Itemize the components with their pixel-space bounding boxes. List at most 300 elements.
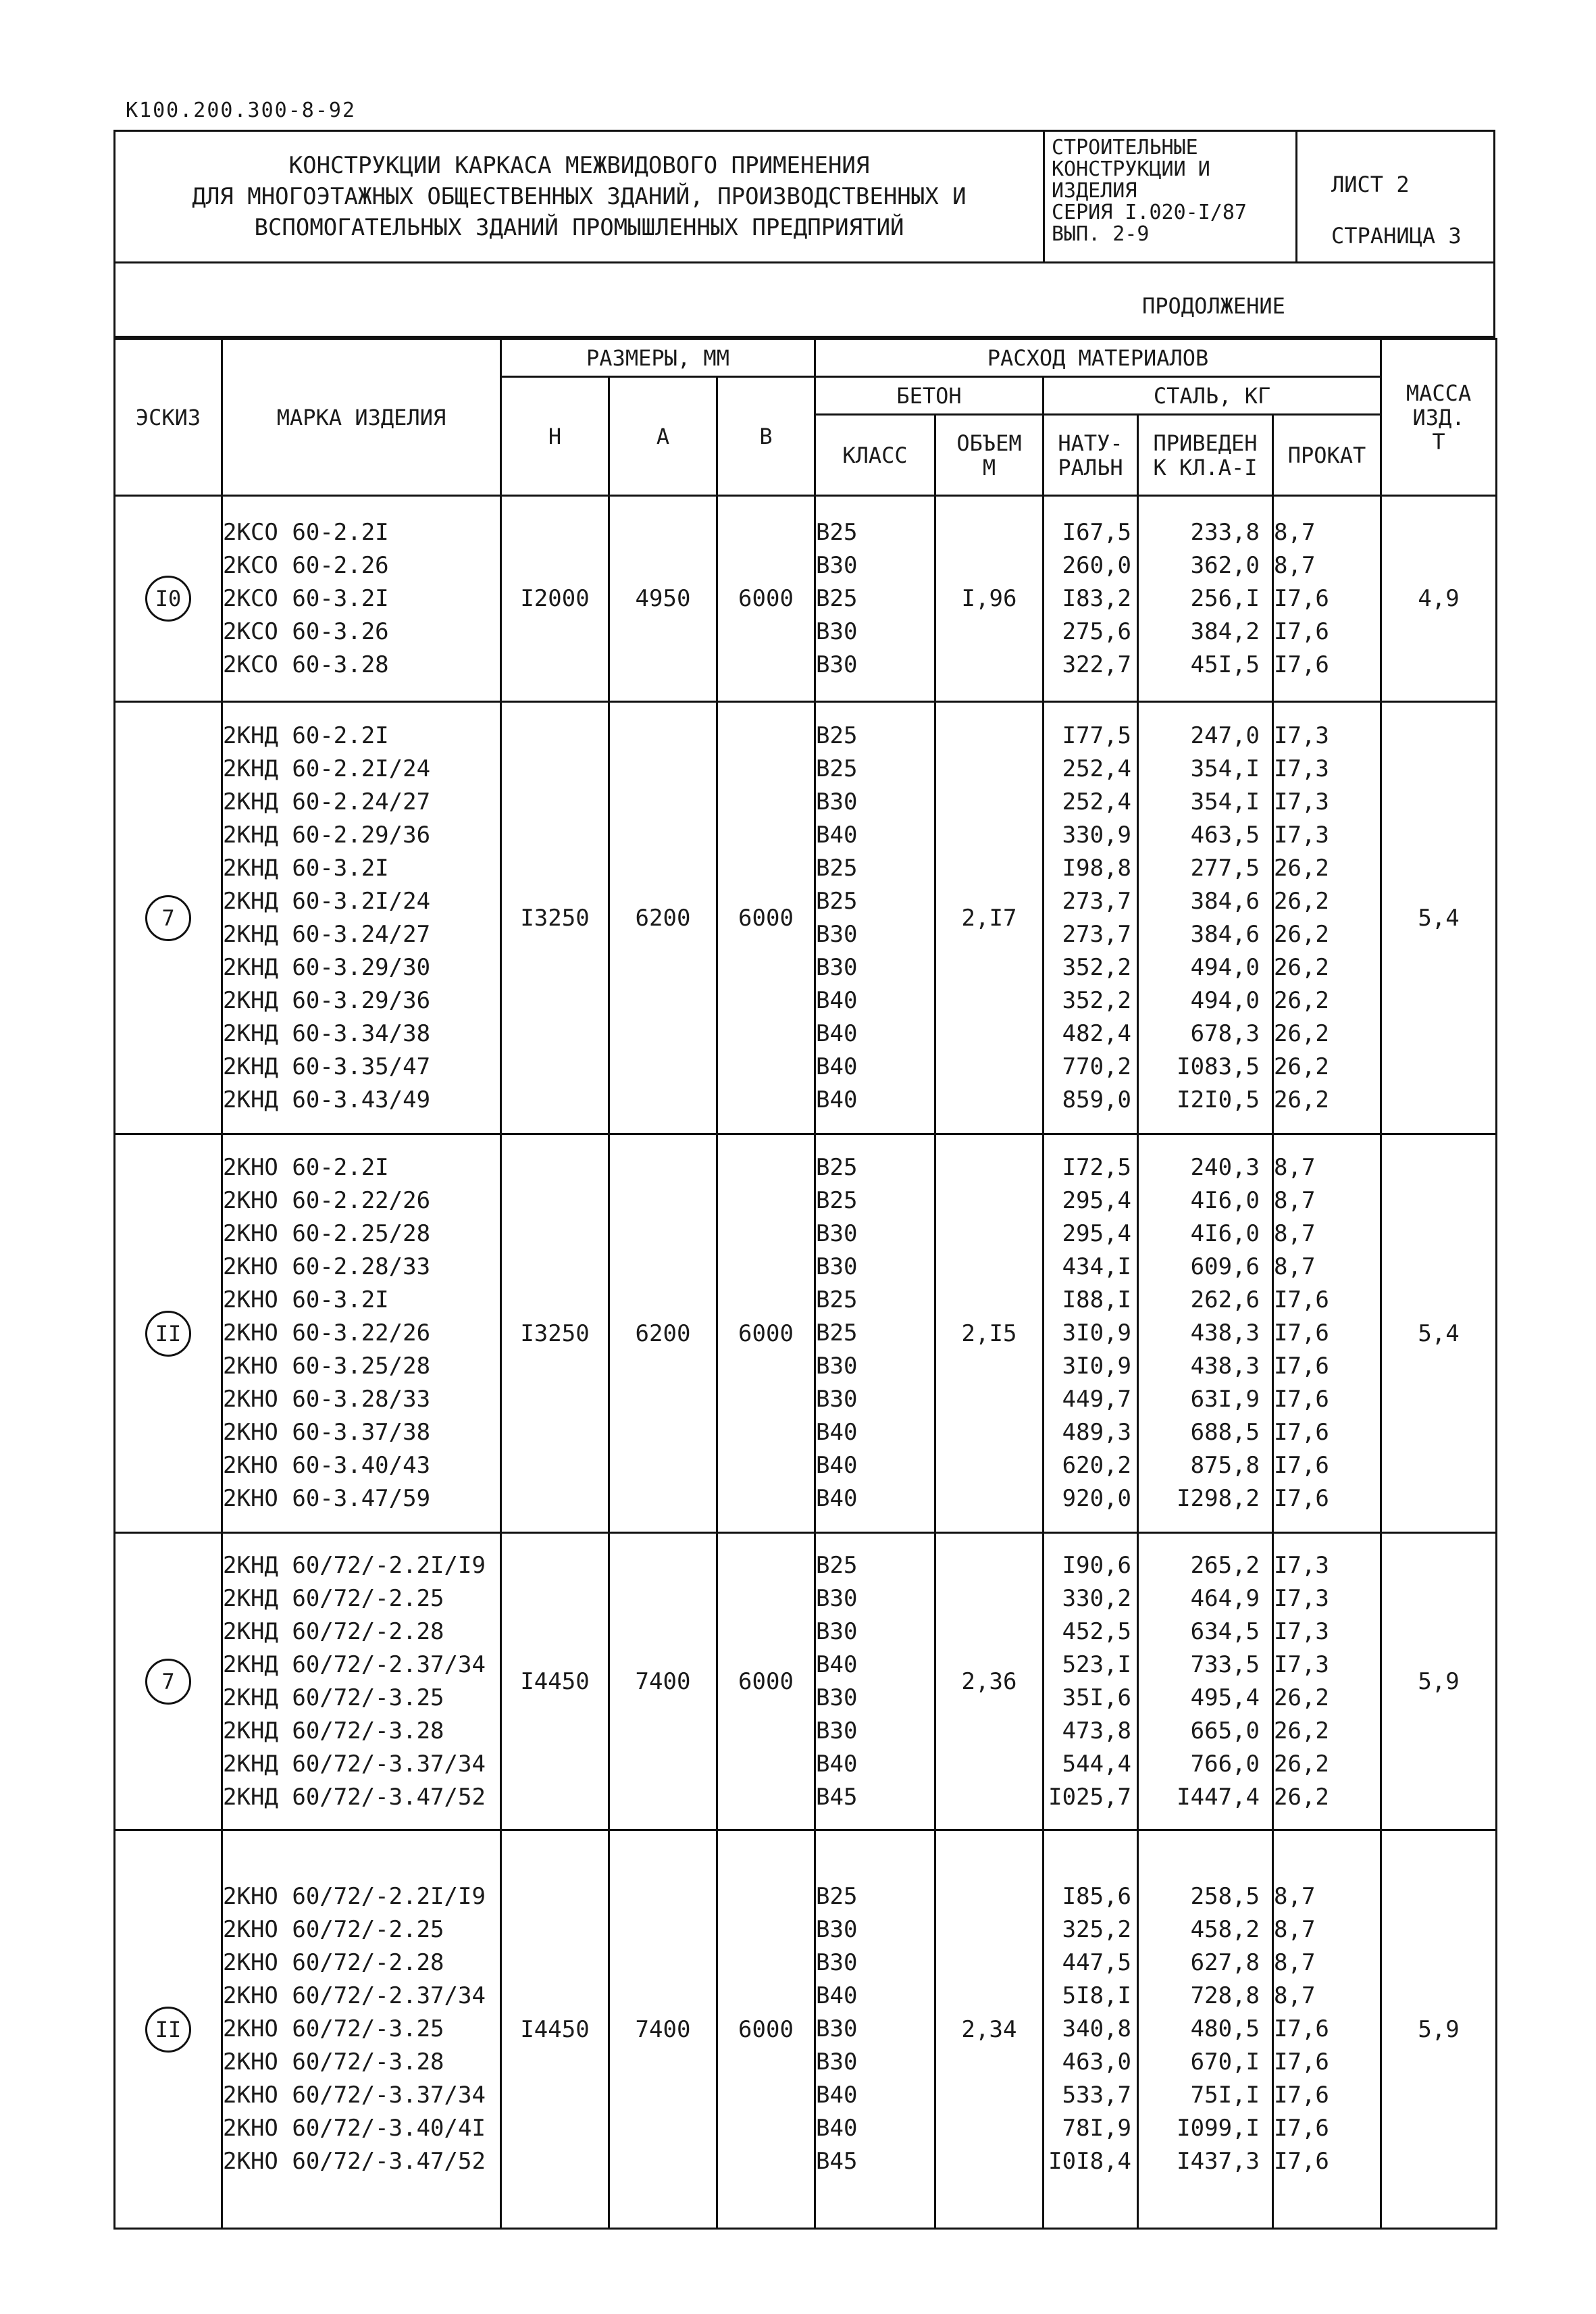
steel-natural: 295,4	[1062, 1220, 1131, 1247]
natural-cell	[1044, 702, 1138, 1134]
steel-rolled: I7,3	[1274, 1584, 1329, 1612]
steel-natural: 434,I	[1062, 1253, 1131, 1280]
steel-rolled: 26,2	[1274, 887, 1329, 915]
header-reduced	[1138, 415, 1273, 496]
sketch-cell	[115, 702, 222, 1134]
rolled-cell	[1273, 1830, 1381, 2229]
steel-reduced: 609,6	[1190, 1253, 1260, 1280]
product-mark: 2КНО 60-3.28/33	[223, 1386, 431, 1413]
steel-reduced: 262,6	[1190, 1286, 1260, 1313]
product-mark: 2КНД 60/72/-3.28	[223, 1717, 444, 1744]
steel-rolled-list	[1274, 516, 1380, 682]
sketch-number-circle: 7	[145, 1659, 191, 1705]
steel-rolled: I7,3	[1274, 722, 1329, 749]
steel-reduced: 265,2	[1190, 1551, 1260, 1579]
steel-rolled: 26,2	[1274, 1750, 1329, 1778]
steel-natural: 322,7	[1062, 651, 1131, 678]
product-mark: 2КНО 60-2.2I	[223, 1154, 389, 1181]
steel-rolled: I7,6	[1274, 1452, 1329, 1479]
steel-rolled: I7,6	[1274, 651, 1329, 678]
steel-reduced: I2I0,5	[1177, 1086, 1260, 1113]
steel-rolled: I7,6	[1274, 1319, 1329, 1347]
volume-cell: 2,36	[935, 1533, 1044, 1830]
concrete-class: В30	[816, 1220, 858, 1247]
steel-natural: 523,I	[1062, 1651, 1131, 1678]
steel-reduced: 463,5	[1190, 821, 1260, 849]
steel-reduced: 494,0	[1190, 986, 1260, 1014]
class-cell	[815, 702, 935, 1134]
steel-rolled: I7,3	[1274, 1617, 1329, 1645]
steel-natural: 770,2	[1062, 1053, 1131, 1080]
header-rolled: ПРОКАТ	[1273, 415, 1381, 496]
steel-reduced: 256,I	[1190, 584, 1260, 612]
concrete-class: В30	[816, 1584, 858, 1612]
steel-rolled: 8,7	[1274, 518, 1316, 546]
steel-rolled: 26,2	[1274, 1086, 1329, 1113]
steel-rolled: 26,2	[1274, 854, 1329, 882]
steel-reduced: I099,I	[1177, 2115, 1260, 2142]
steel-natural: 620,2	[1062, 1452, 1131, 1479]
natural-cell	[1044, 496, 1138, 702]
steel-reduced: 4I6,0	[1190, 1187, 1260, 1214]
product-mark: 2КНО 60/72/-2.2I/I9	[223, 1883, 486, 1910]
concrete-class: В40	[816, 1419, 858, 1446]
concrete-class: В30	[816, 1386, 858, 1413]
steel-rolled: 8,7	[1274, 1220, 1316, 1247]
steel-rolled: I7,3	[1274, 1651, 1329, 1678]
steel-rolled: 26,2	[1274, 1053, 1329, 1080]
concrete-class: В40	[816, 1651, 858, 1678]
mark-cell	[222, 1830, 501, 2229]
steel-reduced: 688,5	[1190, 1419, 1260, 1446]
table-row	[115, 496, 1497, 702]
sketch-cell	[115, 1533, 222, 1830]
product-mark-list	[223, 720, 500, 1117]
header-class: КЛАСС	[815, 415, 935, 496]
document-title	[115, 132, 1045, 261]
concrete-class: В25	[816, 1883, 858, 1910]
class-cell	[815, 1830, 935, 2229]
product-mark: 2КНО 60-2.22/26	[223, 1187, 431, 1214]
product-mark: 2КНД 60-3.29/30	[223, 953, 431, 981]
rolled-cell	[1273, 1533, 1381, 1830]
product-mark: 2КНО 60/72/-3.28	[223, 2048, 444, 2076]
sheet-info	[1297, 132, 1497, 261]
steel-reduced: 494,0	[1190, 953, 1260, 981]
product-mark: 2КНД 60-2.29/36	[223, 821, 431, 849]
product-mark: 2КНД 60-3.34/38	[223, 1020, 431, 1047]
steel-rolled: 8,7	[1274, 1982, 1316, 2009]
header-mass-line: ИЗД.	[1412, 404, 1465, 430]
concrete-class-list	[816, 720, 934, 1117]
concrete-class: В45	[816, 1783, 858, 1811]
concrete-class-list	[816, 1151, 934, 1515]
concrete-class-list	[816, 516, 934, 682]
concrete-class: В40	[816, 2115, 858, 2142]
concrete-class: В30	[816, 618, 858, 645]
concrete-class: В30	[816, 1684, 858, 1711]
steel-reduced: 45I,5	[1190, 651, 1260, 678]
steel-natural: I83,2	[1062, 584, 1131, 612]
steel-natural: 330,9	[1062, 821, 1131, 849]
header-natural-line: РАЛЬН	[1058, 454, 1123, 480]
product-mark: 2КСО 60-3.28	[223, 651, 389, 678]
product-mark: 2КНО 60/72/-2.37/34	[223, 1982, 486, 2009]
product-mark: 2КСО 60-3.2I	[223, 584, 389, 612]
sketch-number-circle: 7	[145, 895, 191, 941]
rolled-cell	[1273, 1134, 1381, 1533]
steel-rolled: 26,2	[1274, 920, 1329, 948]
steel-natural: 273,7	[1062, 887, 1131, 915]
steel-reduced: 240,3	[1190, 1154, 1260, 1181]
natural-cell	[1044, 1533, 1138, 1830]
table-row	[115, 702, 1497, 1134]
steel-reduced: 75I,I	[1190, 2082, 1260, 2109]
series-line: СЕРИЯ I.020-I/87	[1052, 201, 1247, 224]
steel-rolled: I7,6	[1274, 2115, 1329, 2142]
title-block	[113, 130, 1495, 263]
steel-reduced: 458,2	[1190, 1916, 1260, 1943]
product-mark: 2КНО 60-3.25/28	[223, 1353, 431, 1380]
length-a-cell: 4950	[609, 496, 717, 702]
product-mark: 2КНД 60-2.2I	[223, 722, 389, 749]
steel-reduced: 233,8	[1190, 518, 1260, 546]
steel-rolled: I7,3	[1274, 788, 1329, 815]
steel-natural: I0I8,4	[1048, 2148, 1131, 2175]
header-mass-line: МАССА	[1406, 380, 1472, 406]
steel-natural: 252,4	[1062, 788, 1131, 815]
steel-rolled: I7,6	[1274, 2148, 1329, 2175]
product-mark-list	[223, 1549, 500, 1814]
header-concrete: БЕТОН	[815, 377, 1044, 415]
class-cell	[815, 1533, 935, 1830]
header-mass-line: Т	[1432, 428, 1445, 455]
concrete-class: В30	[816, 551, 858, 579]
product-mark: 2КНД 60/72/-2.28	[223, 1617, 444, 1645]
header-sketch: ЭСКИЗ	[115, 339, 222, 496]
steel-natural: 352,2	[1062, 953, 1131, 981]
reduced-cell	[1138, 1830, 1273, 2229]
steel-reduced: I447,4	[1177, 1783, 1260, 1811]
steel-natural: 330,2	[1062, 1584, 1131, 1612]
steel-reduced-list	[1139, 1880, 1272, 2178]
steel-rolled-list	[1274, 1549, 1380, 1814]
steel-reduced: 384,6	[1190, 920, 1260, 948]
steel-rolled: 26,2	[1274, 1020, 1329, 1047]
steel-rolled: 8,7	[1274, 1916, 1316, 1943]
steel-reduced: 875,8	[1190, 1452, 1260, 1479]
sketch-cell	[115, 1830, 222, 2229]
steel-rolled: 26,2	[1274, 953, 1329, 981]
steel-rolled: I7,6	[1274, 584, 1329, 612]
product-mark: 2КНО 60-3.47/59	[223, 1485, 431, 1512]
header-reduced-line: К КЛ.А-I	[1153, 454, 1258, 480]
concrete-class: В40	[816, 821, 858, 849]
class-cell	[815, 496, 935, 702]
sketch-cell	[115, 1134, 222, 1533]
concrete-class: В25	[816, 1154, 858, 1181]
steel-rolled-list	[1274, 720, 1380, 1117]
steel-natural: 920,0	[1062, 1485, 1131, 1512]
concrete-class: В25	[816, 1319, 858, 1347]
product-mark: 2КНО 60/72/-2.28	[223, 1949, 444, 1976]
width-b-cell: 6000	[717, 496, 815, 702]
steel-natural: 3I0,9	[1062, 1319, 1131, 1347]
concrete-class: В30	[816, 1916, 858, 1943]
steel-reduced-list	[1139, 516, 1272, 682]
product-mark-list	[223, 1880, 500, 2178]
steel-rolled: I7,6	[1274, 2048, 1329, 2076]
header-volume-line: ОБЪЕМ	[956, 430, 1022, 456]
concrete-class: В30	[816, 1949, 858, 1976]
steel-natural: 275,6	[1062, 618, 1131, 645]
steel-natural: I85,6	[1062, 1883, 1131, 1910]
sketch-number-circle: II	[145, 1311, 191, 1357]
steel-reduced: I437,3	[1177, 2148, 1260, 2175]
steel-rolled: I7,3	[1274, 1551, 1329, 1579]
table-row	[115, 1533, 1497, 1830]
concrete-class: В30	[816, 2048, 858, 2076]
concrete-class: В30	[816, 953, 858, 981]
title-line: КОНСТРУКЦИИ КАРКАСА МЕЖВИДОВОГО ПРИМЕНЕНИЯ	[288, 152, 870, 179]
steel-natural: 5I8,I	[1062, 1982, 1131, 2009]
steel-reduced: 63I,9	[1190, 1386, 1260, 1413]
class-cell	[815, 1134, 935, 1533]
concrete-class: В40	[816, 1452, 858, 1479]
concrete-class: В40	[816, 1053, 858, 1080]
mass-cell: 5,4	[1381, 1134, 1497, 1533]
concrete-class: В40	[816, 2082, 858, 2109]
steel-natural-list	[1044, 720, 1137, 1117]
product-mark: 2КНО 60-2.25/28	[223, 1220, 431, 1247]
steel-natural: 260,0	[1062, 551, 1131, 579]
mark-cell	[222, 702, 501, 1134]
concrete-class: В25	[816, 755, 858, 782]
mark-cell	[222, 1134, 501, 1533]
steel-reduced: 733,5	[1190, 1651, 1260, 1678]
concrete-class: В40	[816, 1485, 858, 1512]
header-materials: РАСХОД МАТЕРИАЛОВ	[815, 339, 1381, 377]
steel-reduced: 678,3	[1190, 1020, 1260, 1047]
product-mark: 2КНО 60/72/-3.25	[223, 2015, 444, 2042]
continuation-row	[113, 263, 1495, 338]
steel-rolled: I7,3	[1274, 821, 1329, 849]
length-a-cell: 6200	[609, 702, 717, 1134]
steel-reduced: 258,5	[1190, 1883, 1260, 1910]
product-mark: 2КНД 60-3.2I/24	[223, 887, 431, 915]
steel-natural-list	[1044, 1549, 1137, 1814]
series-info	[1045, 132, 1297, 261]
steel-rolled: I7,6	[1274, 1386, 1329, 1413]
sheet-number: ЛИСТ 2	[1331, 172, 1410, 197]
steel-rolled: I7,6	[1274, 1485, 1329, 1512]
document-code: К100.200.300-8-92	[126, 99, 357, 122]
concrete-class: В30	[816, 2015, 858, 2042]
rolled-cell	[1273, 702, 1381, 1134]
reduced-cell	[1138, 1533, 1273, 1830]
steel-natural: 452,5	[1062, 1617, 1131, 1645]
product-mark: 2КНД 60/72/-2.2I/I9	[223, 1551, 486, 1579]
concrete-class: В40	[816, 986, 858, 1014]
height-cell: I3250	[501, 1134, 609, 1533]
product-mark: 2КНО 60-3.40/43	[223, 1452, 431, 1479]
product-mark: 2КНД 60/72/-2.25	[223, 1584, 444, 1612]
concrete-class: В25	[816, 1187, 858, 1214]
concrete-class: В25	[816, 584, 858, 612]
steel-reduced: I298,2	[1177, 1485, 1260, 1512]
product-mark: 2КНО 60/72/-3.40/4I	[223, 2115, 486, 2142]
concrete-class: В30	[816, 1717, 858, 1744]
steel-rolled-list	[1274, 1151, 1380, 1515]
rolled-cell	[1273, 496, 1381, 702]
header-a: А	[609, 377, 717, 496]
series-line: КОНСТРУКЦИИ И	[1052, 157, 1210, 181]
product-mark: 2КНО 60-2.28/33	[223, 1253, 431, 1280]
steel-natural: 447,5	[1062, 1949, 1131, 1976]
concrete-class: В40	[816, 1020, 858, 1047]
volume-cell: 2,I5	[935, 1134, 1044, 1533]
height-cell: I4450	[501, 1533, 609, 1830]
steel-rolled-list	[1274, 1880, 1380, 2178]
product-mark: 2КНО 60/72/-3.47/52	[223, 2148, 486, 2175]
steel-natural: 35I,6	[1062, 1684, 1131, 1711]
steel-natural: 449,7	[1062, 1386, 1131, 1413]
product-mark-list	[223, 1151, 500, 1515]
table-row	[115, 1830, 1497, 2229]
reduced-cell	[1138, 702, 1273, 1134]
steel-natural: 463,0	[1062, 2048, 1131, 2076]
concrete-class: В30	[816, 1353, 858, 1380]
series-line: ВЫП. 2-9	[1052, 222, 1150, 246]
product-mark: 2КНД 60-3.43/49	[223, 1086, 431, 1113]
steel-reduced-list	[1139, 1151, 1272, 1515]
product-mark: 2КНД 60/72/-3.47/52	[223, 1783, 486, 1811]
volume-cell: 2,34	[935, 1830, 1044, 2229]
steel-natural: I72,5	[1062, 1154, 1131, 1181]
steel-reduced-list	[1139, 1549, 1272, 1814]
steel-reduced: 438,3	[1190, 1353, 1260, 1380]
product-mark: 2КНД 60-3.24/27	[223, 920, 431, 948]
concrete-class: В30	[816, 1617, 858, 1645]
mass-cell: 4,9	[1381, 496, 1497, 702]
product-mark: 2КНД 60-2.2I/24	[223, 755, 431, 782]
steel-reduced: 665,0	[1190, 1717, 1260, 1744]
title-line: ДЛЯ МНОГОЭТАЖНЫХ ОБЩЕСТВЕННЫХ ЗДАНИЙ, ПРОИЗВОДСТВЕННЫХ И	[192, 183, 967, 210]
steel-reduced: 627,8	[1190, 1949, 1260, 1976]
steel-natural: 544,4	[1062, 1750, 1131, 1778]
steel-reduced: 438,3	[1190, 1319, 1260, 1347]
steel-natural: 340,8	[1062, 2015, 1131, 2042]
steel-rolled: 8,7	[1274, 1253, 1316, 1280]
steel-rolled: 8,7	[1274, 551, 1316, 579]
concrete-class: В25	[816, 887, 858, 915]
steel-reduced: 247,0	[1190, 722, 1260, 749]
mass-cell: 5,9	[1381, 1830, 1497, 2229]
volume-cell: 2,I7	[935, 702, 1044, 1134]
product-mark: 2КНД 60/72/-3.25	[223, 1684, 444, 1711]
length-a-cell: 7400	[609, 1830, 717, 2229]
width-b-cell: 6000	[717, 702, 815, 1134]
product-mark: 2КНД 60-2.24/27	[223, 788, 431, 815]
header-reduced-line: ПРИВЕДЕН	[1153, 430, 1258, 456]
series-line: ИЗДЕЛИЯ	[1052, 179, 1137, 203]
header-natural	[1044, 415, 1138, 496]
mass-cell: 5,9	[1381, 1533, 1497, 1830]
header-volume-line: М	[982, 454, 996, 480]
steel-reduced: 384,2	[1190, 618, 1260, 645]
product-mark: 2КНО 60-3.22/26	[223, 1319, 431, 1347]
steel-rolled: 26,2	[1274, 986, 1329, 1014]
header-mass	[1381, 339, 1497, 496]
sketch-cell	[115, 496, 222, 702]
steel-rolled: I7,6	[1274, 1419, 1329, 1446]
reduced-cell	[1138, 496, 1273, 702]
table-body	[115, 496, 1497, 2229]
steel-rolled: I7,6	[1274, 2082, 1329, 2109]
product-mark: 2КСО 60-2.2I	[223, 518, 389, 546]
width-b-cell: 6000	[717, 1830, 815, 2229]
length-a-cell: 7400	[609, 1533, 717, 1830]
product-mark: 2КСО 60-2.26	[223, 551, 389, 579]
product-mark: 2КНО 60/72/-2.25	[223, 1916, 444, 1943]
steel-natural-list	[1044, 1880, 1137, 2178]
steel-natural: 533,7	[1062, 2082, 1131, 2109]
steel-reduced: 766,0	[1190, 1750, 1260, 1778]
concrete-class: В25	[816, 518, 858, 546]
steel-natural: 352,2	[1062, 986, 1131, 1014]
steel-reduced: 670,I	[1190, 2048, 1260, 2076]
steel-reduced: 634,5	[1190, 1617, 1260, 1645]
header-dimensions: РАЗМЕРЫ, ММ	[501, 339, 815, 377]
concrete-class: В30	[816, 788, 858, 815]
height-cell: I4450	[501, 1830, 609, 2229]
steel-reduced: I083,5	[1177, 1053, 1260, 1080]
title-line: ВСПОМОГАТЕЛЬНЫХ ЗДАНИЙ ПРОМЫШЛЕННЫХ ПРЕДПРИЯТИЙ	[254, 214, 904, 241]
product-mark: 2КНД 60/72/-3.37/34	[223, 1750, 486, 1778]
steel-rolled: 8,7	[1274, 1949, 1316, 1976]
concrete-class: В30	[816, 651, 858, 678]
header-natural-line: НАТУ-	[1058, 430, 1123, 456]
natural-cell	[1044, 1134, 1138, 1533]
concrete-class: В40	[816, 1086, 858, 1113]
table-row	[115, 1134, 1497, 1533]
product-mark: 2КНД 60-3.2I	[223, 854, 389, 882]
steel-rolled: 26,2	[1274, 1684, 1329, 1711]
steel-natural: 295,4	[1062, 1187, 1131, 1214]
product-mark: 2КНД 60-3.29/36	[223, 986, 431, 1014]
product-mark: 2КНО 60-3.2I	[223, 1286, 389, 1313]
steel-reduced: 354,I	[1190, 755, 1260, 782]
steel-reduced-list	[1139, 720, 1272, 1117]
table-header	[115, 339, 1497, 496]
concrete-class: В40	[816, 1982, 858, 2009]
header-volume	[935, 415, 1044, 496]
steel-natural-list	[1044, 1151, 1137, 1515]
steel-rolled: 26,2	[1274, 1717, 1329, 1744]
concrete-class-list	[816, 1880, 934, 2178]
steel-rolled: I7,6	[1274, 1286, 1329, 1313]
steel-natural: I90,6	[1062, 1551, 1131, 1579]
continuation-label: ПРОДОЛЖЕНИЕ	[1142, 293, 1285, 319]
steel-rolled: I7,3	[1274, 755, 1329, 782]
steel-natural: 482,4	[1062, 1020, 1131, 1047]
width-b-cell: 6000	[717, 1533, 815, 1830]
steel-reduced: 354,I	[1190, 788, 1260, 815]
steel-rolled: I7,6	[1274, 1353, 1329, 1380]
product-mark: 2КСО 60-3.26	[223, 618, 389, 645]
steel-natural: 3I0,9	[1062, 1353, 1131, 1380]
steel-reduced: 362,0	[1190, 551, 1260, 579]
